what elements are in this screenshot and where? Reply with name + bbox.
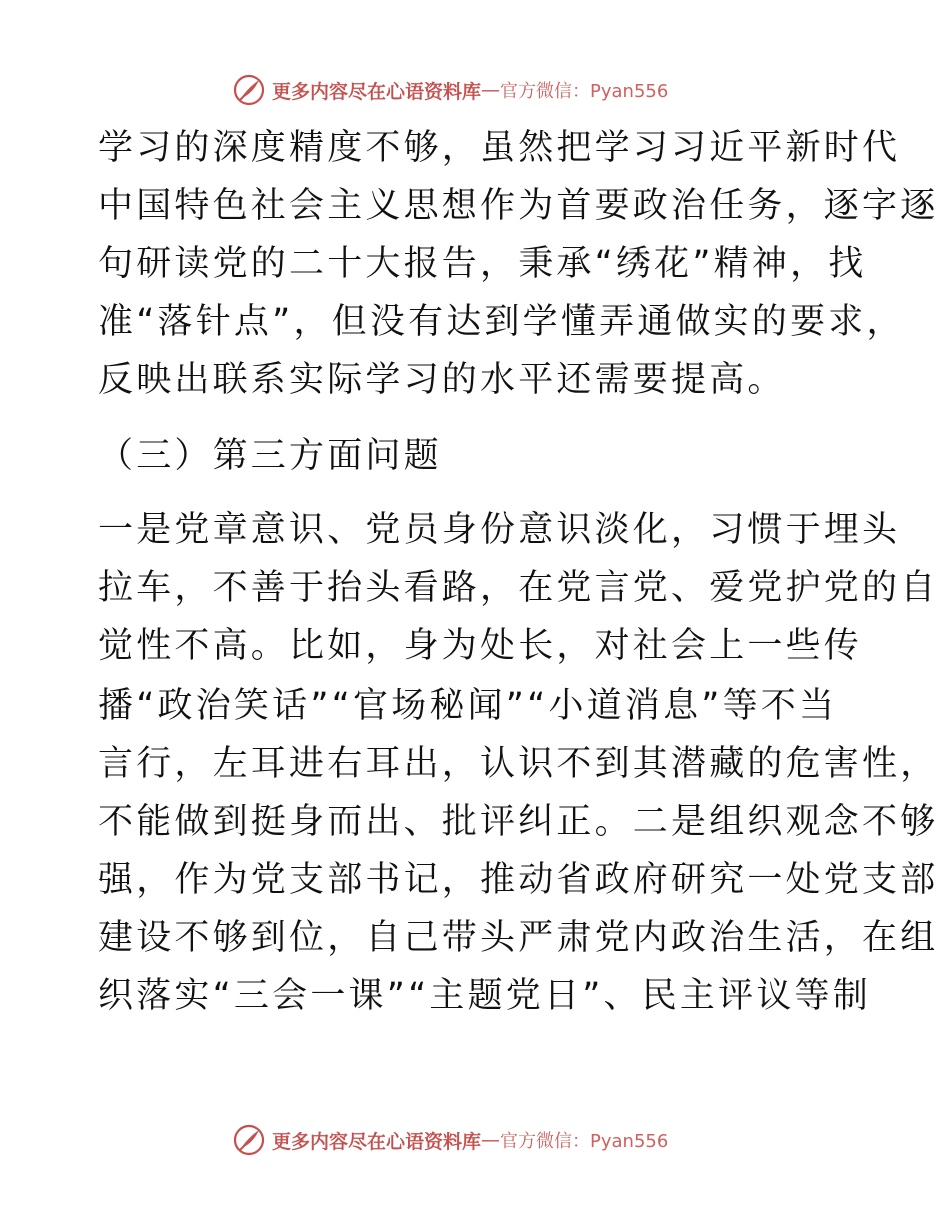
body-line: 织落实“三会一课”“主题党日”、民主评议等制 (98, 976, 871, 1016)
body-line: 建设不够到位，自己带头严肃党内政治生活，在组 (98, 918, 939, 958)
watermark-wechat-text: 官方微信：Pyan556 (500, 81, 669, 102)
body-line: 强，作为党支部书记，推动省政府研究一处党支部 (98, 860, 939, 900)
watermark-dash: — (481, 1129, 501, 1151)
body-line: 中国特色社会主义思想作为首要政治任务，逐字逐 (98, 186, 939, 226)
watermark-wechat-text: 官方微信：Pyan556 (500, 1131, 669, 1152)
body-line: 不能做到挺身而出、批评纠正。二是组织观念不够 (98, 802, 939, 842)
body-line: 学习的深度精度不够，虽然把学习习近平新时代 (98, 128, 901, 168)
footer-watermark (232, 1122, 668, 1158)
watermark-dash: — (481, 79, 501, 101)
body-line: 准“落针点”，但没有达到学懂弄通做实的要求， (98, 302, 905, 342)
body-line: 一是党章意识、党员身份意识淡化，习惯于埋头 (98, 510, 901, 550)
body-line: 言行，左耳进右耳出，认识不到其潜藏的危害性， (98, 744, 939, 784)
watermark-site-text: 更多内容尽在心语资料库 (272, 1130, 482, 1153)
watermark-site-text: 更多内容尽在心语资料库 (272, 80, 482, 103)
body-line: 句研读党的二十大报告，秉承“绣花”精神，找 (98, 244, 867, 284)
body-line: 觉性不高。比如，身为处长，对社会上一些传 (98, 626, 863, 666)
body-line: 反映出联系实际学习的水平还需要提高。 (98, 360, 786, 400)
feather-pen-logo-icon (232, 73, 266, 107)
header-watermark (232, 72, 668, 108)
body-line: 播“政治笑话”“官场秘闻”“小道消息”等不当 (98, 686, 838, 726)
section-heading: （三）第三方面问题 (98, 436, 442, 476)
feather-pen-logo-icon (232, 1123, 266, 1157)
body-line: 拉车，不善于抬头看路，在党言党、爱党护党的自 (98, 568, 939, 608)
